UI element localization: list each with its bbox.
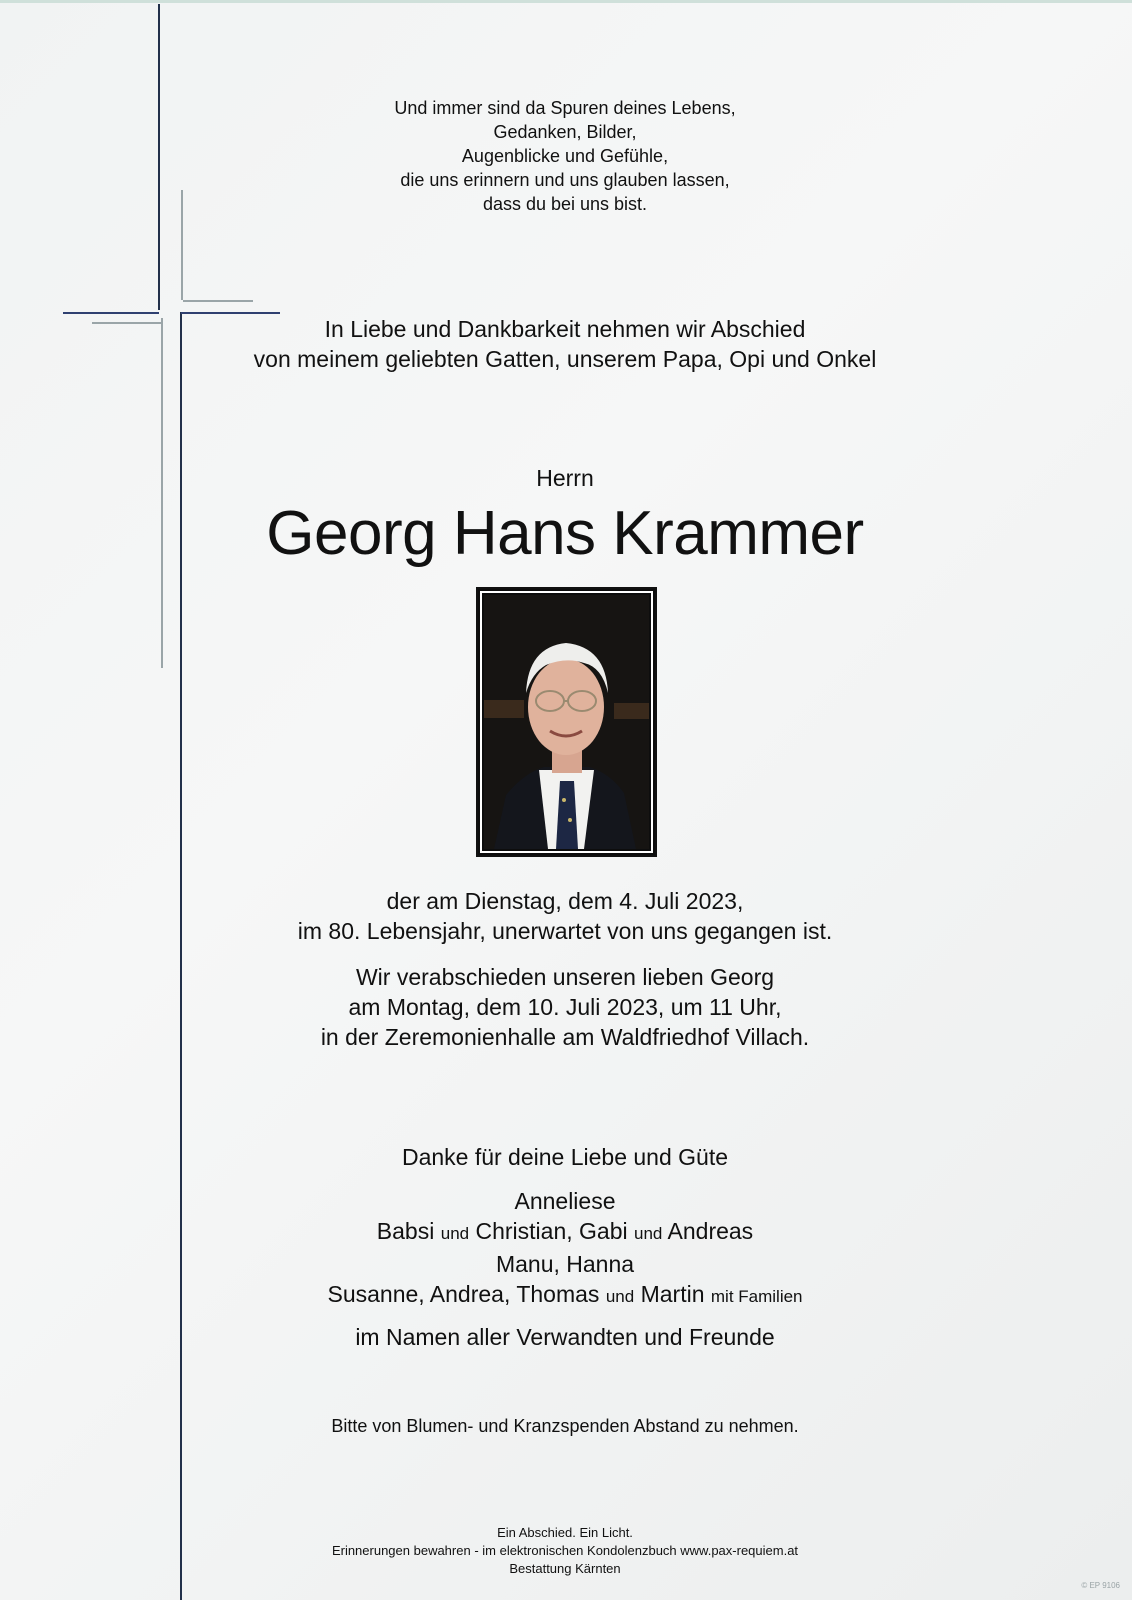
cross-line (92, 322, 162, 324)
thanks-line: Danke für deine Liebe und Güte (401, 1144, 729, 1170)
family-connector: und (440, 1224, 470, 1243)
cross-line (161, 318, 163, 668)
deceased-name: Georg Hans Krammer (266, 499, 864, 568)
footer-line: Ein Abschied. Ein Licht. (497, 1525, 633, 1540)
poem-line: Und immer sind da Spuren deines Lebens, (394, 98, 736, 118)
family-name: Babsi (376, 1218, 435, 1244)
cross-line (183, 300, 253, 302)
portrait-illustration (484, 595, 649, 849)
family-connector: und (634, 1224, 663, 1243)
flowers-request: Bitte von Blumen- und Kranzspenden Abstand zu nehmen. (331, 1416, 799, 1436)
portrait-photo-frame (476, 587, 657, 857)
poem-line: Augenblicke und Gefühle, (461, 146, 669, 166)
family-name: Susanne, Andrea, Thomas (327, 1281, 600, 1307)
print-code: © EP 9106 (1081, 1581, 1120, 1590)
poem (185, 96, 945, 216)
poem-line: die uns erinnern und uns glauben lassen, (400, 170, 730, 190)
family-line (185, 1279, 945, 1312)
poem-line: Gedanken, Bilder, (493, 122, 637, 142)
cross-line (181, 190, 183, 300)
footer-line: Erinnerungen bewahren - im elektronischen Kondolenzbuch www.pax-requiem.at (331, 1543, 799, 1558)
salutation: Herrn (536, 465, 594, 491)
cross-line (180, 312, 182, 1600)
family-line: Manu, Hanna (495, 1251, 635, 1277)
death-notice-line: der am Dienstag, dem 4. Juli 2023, (386, 888, 744, 914)
footer (185, 1524, 945, 1578)
family-suffix: mit Familien (710, 1287, 803, 1306)
family-signatures (185, 1186, 945, 1312)
family-connector: und (605, 1287, 635, 1306)
cross-line (158, 4, 160, 310)
farewell-details (185, 962, 945, 1052)
farewell-line: in der Zeremonienhalle am Waldfriedhof Villach. (320, 1024, 810, 1050)
relatives-line: im Namen aller Verwandten und Freunde (355, 1324, 775, 1350)
family-line (185, 1216, 945, 1249)
death-notice-line: im 80. Lebensjahr, unerwartet von uns gegangen ist. (297, 918, 833, 944)
poem-line: dass du bei uns bist. (482, 194, 648, 214)
family-line: Anneliese (514, 1188, 616, 1214)
intro-line: von meinem geliebten Gatten, unserem Papa, Opi und Onkel (253, 346, 877, 372)
family-name: Christian, Gabi (475, 1218, 628, 1244)
family-name: Andreas (667, 1218, 754, 1244)
intro-line: In Liebe und Dankbarkeit nehmen wir Abschied (324, 316, 806, 342)
death-notice (185, 886, 945, 946)
family-name: Martin (640, 1281, 705, 1307)
portrait-photo (484, 595, 649, 849)
cross-ornament (0, 0, 300, 1600)
intro-text (185, 314, 945, 374)
farewell-line: Wir verabschieden unseren lieben Georg (355, 964, 775, 990)
footer-line: Bestattung Kärnten (509, 1561, 621, 1576)
cross-line (63, 312, 159, 314)
farewell-line: am Montag, dem 10. Juli 2023, um 11 Uhr, (348, 994, 782, 1020)
